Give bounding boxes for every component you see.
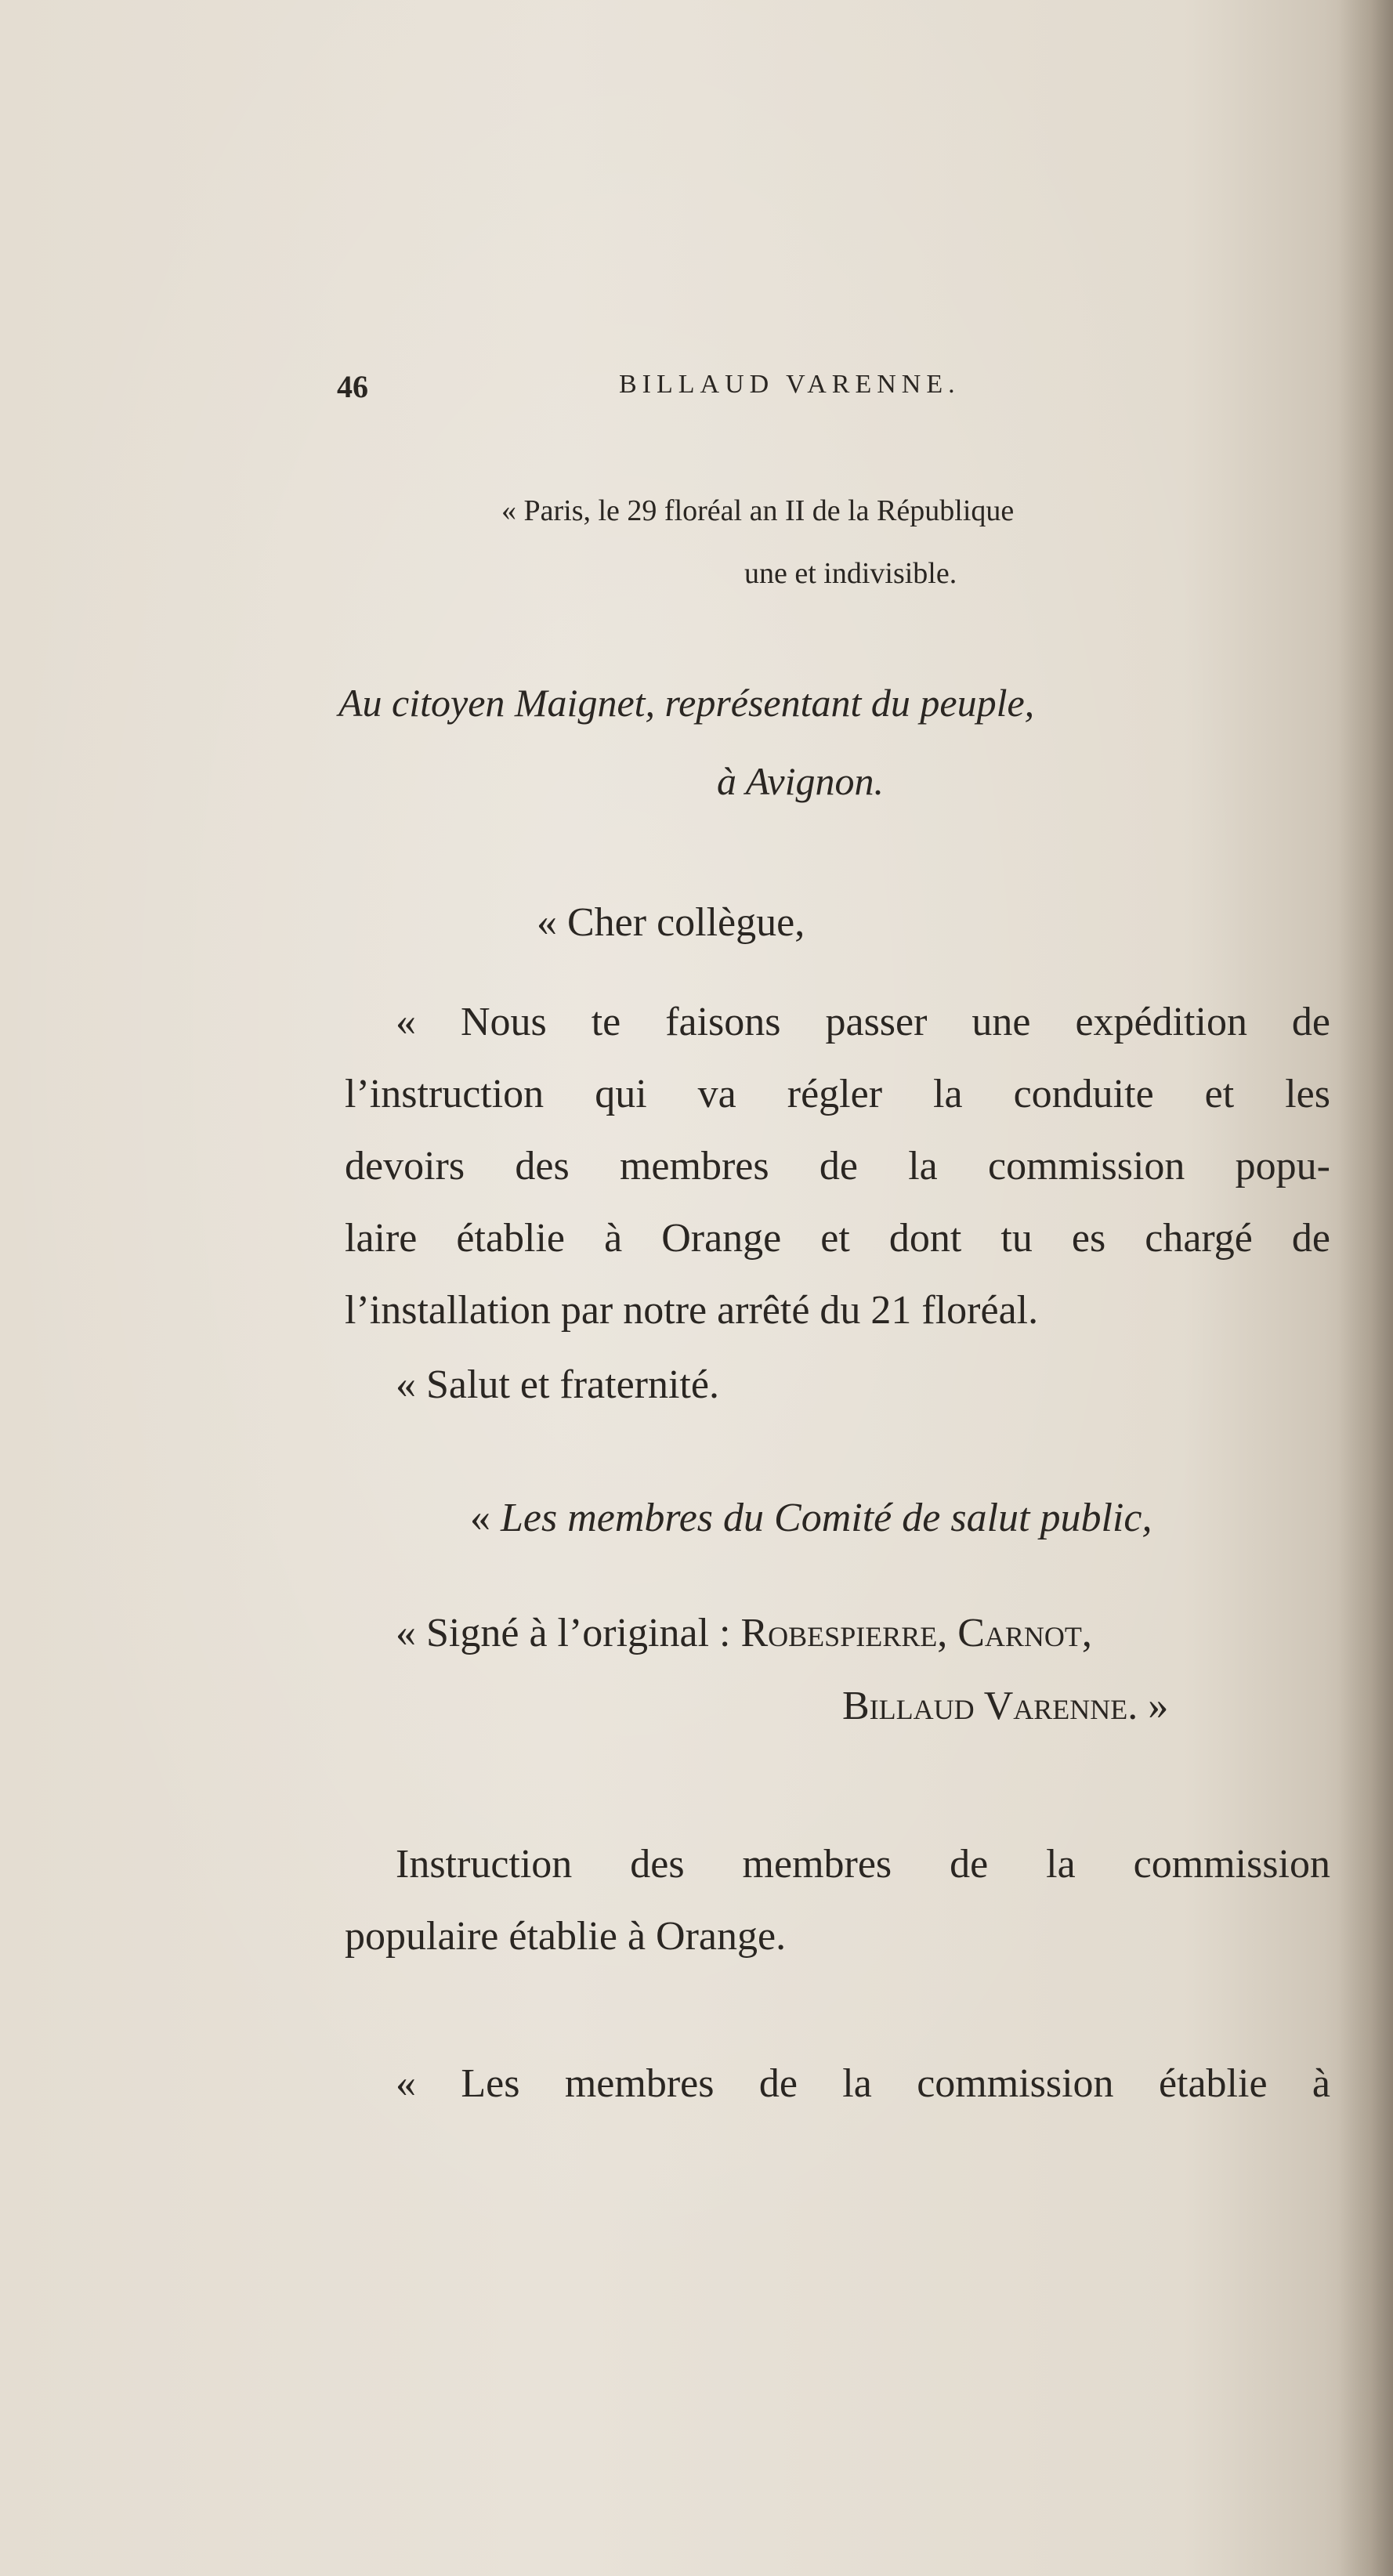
- signatory-quote: «: [470, 1496, 490, 1540]
- page-edge-shadow: [1338, 0, 1393, 2576]
- letter-body-line: laire établie à Orange et dont tu es chargé de: [345, 1216, 1330, 1261]
- dateline-line-1: « Paris, le 29 floréal an II de la République: [501, 494, 1015, 527]
- letter-body-line: l’installation par notre arrêté du 21 floréal.: [345, 1288, 1039, 1333]
- page-header: [337, 368, 1332, 415]
- running-head: BILLAUD VARENNE.: [619, 370, 961, 399]
- instruction-title-line: Instruction des membres de la commission: [396, 1842, 1330, 1887]
- signature-names: Robespierre, Carnot,: [740, 1611, 1092, 1655]
- signatures-line-2: [842, 1683, 1168, 1729]
- addressee-line-2: à Avignon.: [717, 759, 884, 803]
- letter-body-line: devoirs des membres de la commission popu-: [345, 1144, 1330, 1189]
- addressee-line-1: Au citoyen Maignet, représentant du peuple,: [338, 681, 1035, 725]
- signatures-line-1: [396, 1610, 1092, 1656]
- instruction-title-line: populaire établie à Orange.: [345, 1914, 787, 1959]
- signature-prefix: « Signé à l’original :: [396, 1611, 731, 1655]
- instruction-body-line: « Les membres de la commission établie à: [396, 2061, 1330, 2106]
- signature-last-name: Billaud Varenne.: [842, 1684, 1138, 1728]
- closing: « Salut et fraternité.: [396, 1362, 719, 1407]
- dateline-line-2: une et indivisible.: [744, 557, 957, 590]
- letter-body-line: l’instruction qui va régler la conduite et les: [345, 1072, 1330, 1116]
- signature-close-quote: »: [1148, 1684, 1169, 1728]
- page-number: 46: [337, 369, 368, 404]
- salutation: « Cher collègue,: [537, 900, 805, 945]
- signatory-text: Les membres du Comité de salut public,: [501, 1496, 1152, 1540]
- signatory-line: [470, 1495, 1152, 1541]
- letter-body-line: « Nous te faisons passer une expédition de: [396, 1000, 1330, 1044]
